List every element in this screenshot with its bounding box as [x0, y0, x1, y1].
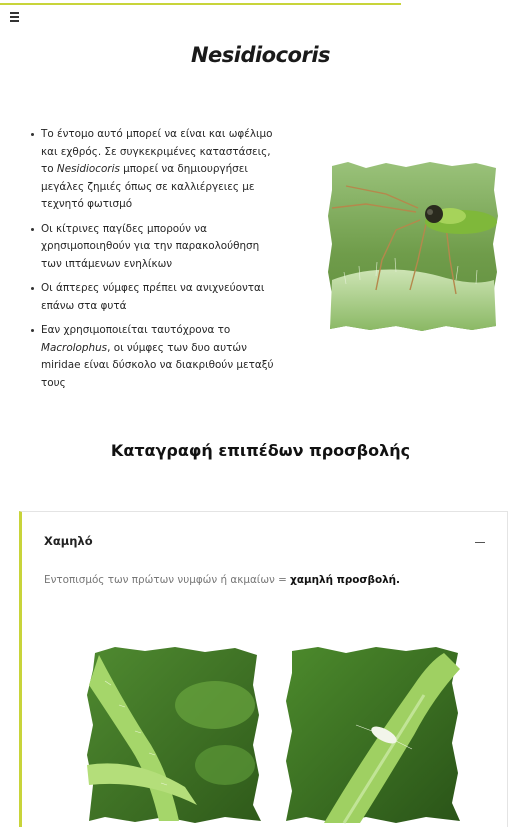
plant-stem-photo-2 — [284, 645, 462, 825]
nesidiocoris-photo — [326, 160, 500, 332]
reading-progress-bar — [0, 0, 521, 6]
plant-stem-photo — [85, 645, 263, 825]
list-item: Το έντομο αυτό μπορεί να είναι και ωφέλιμο και εχθρός. Σε συγκεκριμένες καταστάσεις, το Nesidiocoris μπορεί να δημιουργήσει μεγάλες ζημιές όπως σε καλλιέργειες με τεχνητό φωτισμό — [31, 126, 281, 214]
minus-collapse-icon[interactable] — [475, 542, 485, 543]
list-item: Εαν χρησιμοποιείται ταυτόχρονα το Macrolophus, οι νύμφες των δυο αυτών miridae είναι δύσκολο να διακριθούν μεταξύ τους — [31, 322, 281, 392]
infestation-heading: Καταγραφή επιπέδων προσβολής — [110, 441, 411, 460]
facts-list — [31, 126, 281, 399]
hamburger-menu-icon[interactable] — [9, 12, 23, 26]
list-item: Οι κίτρινες παγίδες μπορούν να χρησιμοποιηθούν για την παρακολούθηση των ιπτάμενων ενηλίκων — [31, 221, 281, 274]
list-item: Οι άπτερες νύμφες πρέπει να ανιχνεύονται επάνω στα φυτά — [31, 280, 281, 315]
accordion-description: Εντοπισμός των πρώτων νυμφών ή ακμαίων = χαμηλή προσβολή. — [44, 574, 400, 586]
accordion-title[interactable]: Χαμηλό — [44, 534, 93, 548]
page-title: Nesidiocoris — [190, 43, 331, 67]
reading-progress-fill — [0, 3, 401, 5]
